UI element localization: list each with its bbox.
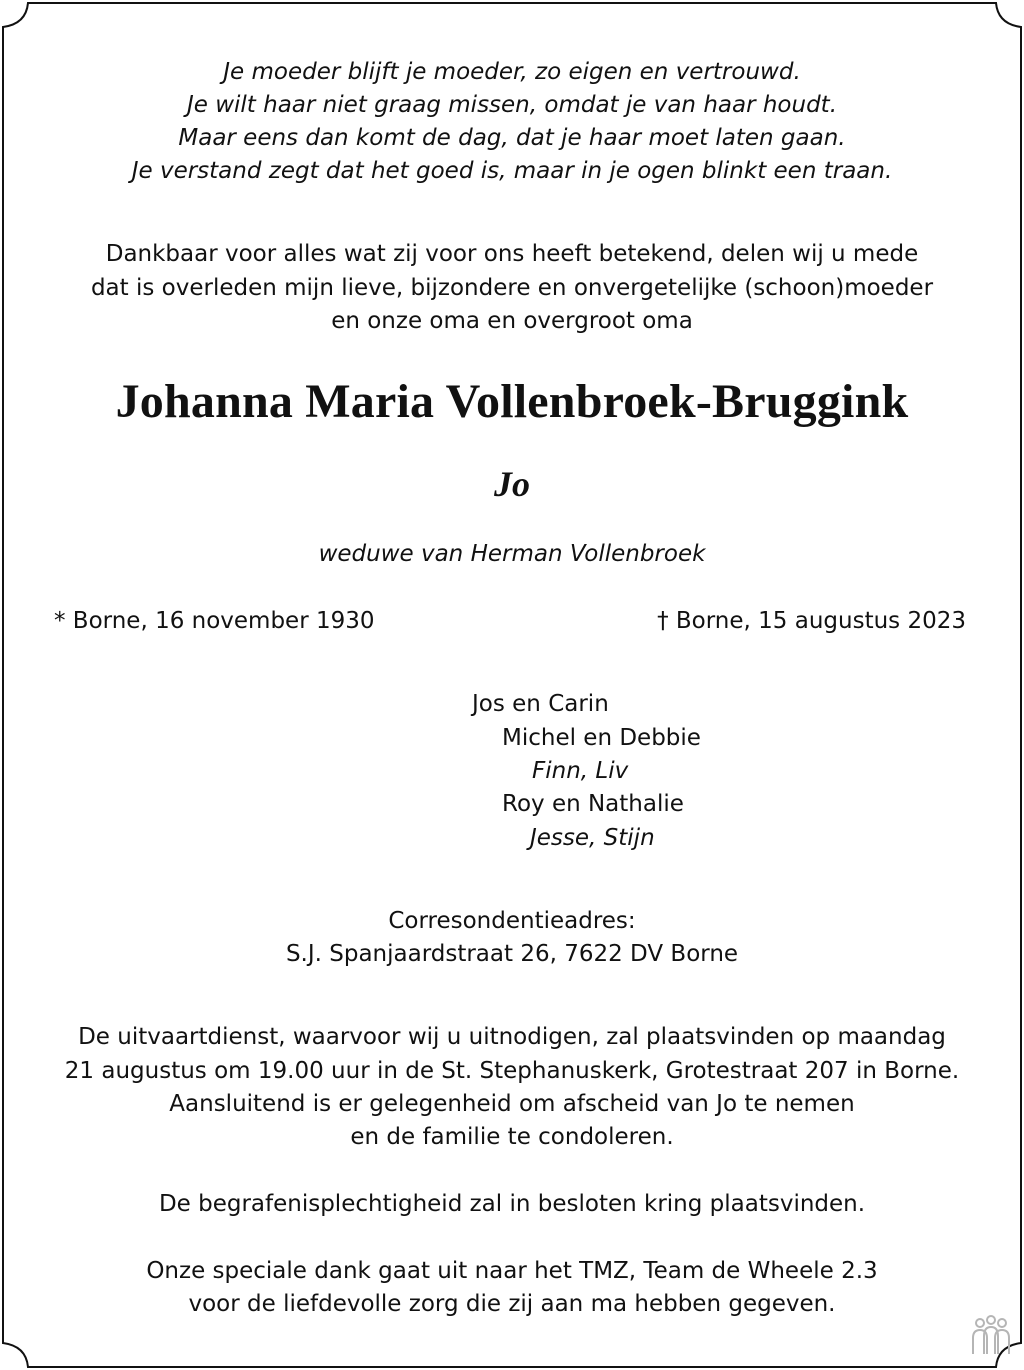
poem-line: Je verstand zegt dat het goed is, maar in je ogen blinkt een traan. xyxy=(131,158,893,184)
widow-of: weduwe van Herman Vollenbroek xyxy=(318,541,706,567)
poem-line: Maar eens dan komt de dag, dat je haar moet laten gaan. xyxy=(178,125,846,151)
deceased-nickname: Jo xyxy=(494,464,530,504)
thanks-line: Onze speciale dank gaat uit naar het TMZ, Team de Wheele 2.3 xyxy=(146,1258,878,1284)
death-date: † Borne, 15 augustus 2023 xyxy=(657,608,966,634)
family-member: Finn, Liv xyxy=(532,758,629,784)
family-member: Roy en Nathalie xyxy=(502,791,684,817)
family-member: Michel en Debbie xyxy=(502,725,701,751)
intro-line: en onze oma en overgroot oma xyxy=(331,308,693,334)
intro-line: Dankbaar voor alles wat zij voor ons heeft betekend, delen wij u mede xyxy=(105,241,919,267)
service-line: Aansluitend is er gelegenheid om afscheid van Jo te nemen xyxy=(169,1091,855,1117)
family-member: Jos en Carin xyxy=(472,691,609,717)
poem-line: Je moeder blijft je moeder, zo eigen en vertrouwd. xyxy=(223,59,801,85)
deceased-name: Johanna Maria Vollenbroek-Bruggink xyxy=(115,375,909,428)
service-line: De uitvaartdienst, waarvoor wij u uitnodigen, zal plaatsvinden op maandag xyxy=(78,1024,946,1050)
correspondence-address: S.J. Spanjaardstraat 26, 7622 DV Borne xyxy=(285,941,739,967)
people-group-icon xyxy=(968,1314,1014,1356)
service-line: 21 augustus om 19.00 uur in de St. Stephanuskerk, Grotestraat 207 in Borne. xyxy=(64,1058,960,1084)
burial-note: De begrafenisplechtigheid zal in besloten kring plaatsvinden. xyxy=(158,1191,866,1217)
service-line: en de familie te condoleren. xyxy=(350,1124,674,1150)
thanks-line: voor de liefdevolle zorg die zij aan ma hebben gegeven. xyxy=(188,1291,836,1317)
correspondence-label: Corresondentieadres: xyxy=(388,908,636,934)
birth-date: * Borne, 16 november 1930 xyxy=(54,608,375,634)
family-member: Jesse, Stijn xyxy=(530,825,655,851)
intro-line: dat is overleden mijn lieve, bijzondere en onvergetelijke (schoon)moeder xyxy=(90,275,934,301)
poem-line: Je wilt haar niet graag missen, omdat je van haar houdt. xyxy=(186,92,838,118)
